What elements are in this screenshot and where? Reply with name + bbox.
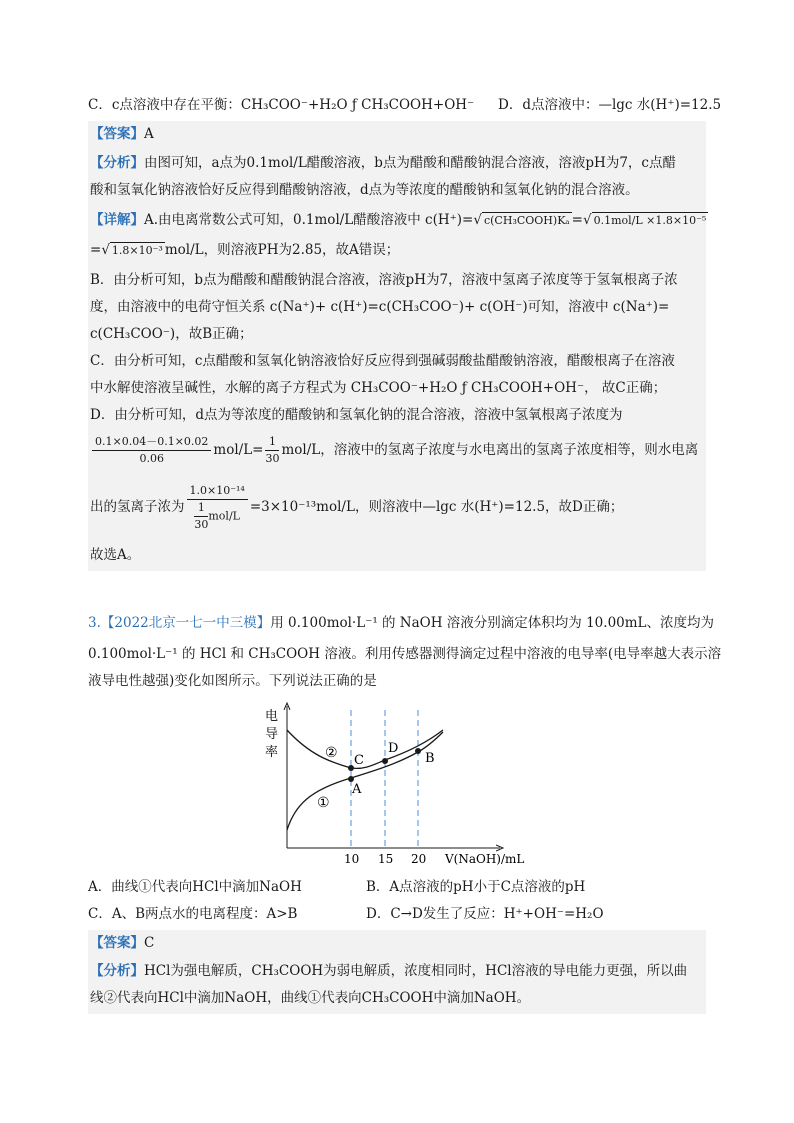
fraction-h-den-unit: mol/L (208, 509, 240, 522)
fraction-h (187, 483, 248, 533)
curve-2-label: ② (325, 745, 338, 761)
ylabel-char-3: 率 (265, 745, 279, 760)
fraction-oh (92, 434, 211, 467)
tick-20: 20 (411, 852, 427, 866)
detail-a2-pre: = (90, 242, 102, 258)
analysis-text-1: 由图可知，a点为0.1mol/L醋酸溶液，b点为醋酸和醋酸钠混合溶液，溶液pH为7，c点醋 (144, 155, 676, 171)
detail-a2-post: mol/L，则溶液PH为2.85，故A错误； (164, 242, 400, 258)
fraction-h-den (187, 500, 248, 533)
answer-3-line (90, 933, 154, 953)
question-source: 【2022北京一七一中三模】 (100, 615, 271, 631)
tick-10: 10 (344, 852, 360, 866)
answer-3-value: C (144, 935, 155, 951)
detail-d3 (90, 482, 623, 533)
analysis-line-2: 酸和氢氧化钠溶液恰好反应得到醋酸钠溶液，d点为等浓度的醋酸钠和氢氧化钠的混合溶液。 (90, 182, 639, 198)
x-axis-label: V(NaOH)/mL (445, 852, 525, 866)
point-c-label: C (354, 753, 364, 768)
detail-a-mid: = (571, 212, 583, 228)
fraction-1-30-num: 1 (265, 434, 279, 451)
detail-d3-post: =3×10⁻¹³mol/L，则溶液中—lgc 水(H⁺)=12.5，故D正确； (249, 499, 624, 515)
question-3-line-2: 0.100mol·L⁻¹ 的 HCl 和 CH₃COOH 溶液。利用传感器测得滴定过程中溶液的电导率(电导率越大表示溶 (88, 646, 722, 662)
fraction-oh-den: 0.06 (139, 452, 164, 465)
question-number: 3. (88, 615, 101, 631)
detail-d2-mid: mol/L= (213, 442, 264, 458)
answer-3-analysis-2: 线②代表向HCl中滴加NaOH，曲线①代表向CH₃COOH中滴加NaOH。 (90, 990, 531, 1006)
detail-line-a: 【详解】A.由电离常数公式可知，0.1mol/L醋酸溶液中 c(H⁺)=√ c(CH₃COOH)Kₐ =√ 0.1mol/L ×1.8×10⁻⁵ (90, 212, 707, 228)
option-d: D．C→D发生了反应：H⁺+OH⁻=H₂O (366, 906, 604, 922)
point-d (382, 758, 388, 764)
conductivity-chart (255, 700, 545, 870)
detail-d2 (90, 433, 698, 467)
detail-a2-sqrt: 1.8×10⁻³ (111, 244, 163, 257)
curve-1 (287, 732, 443, 830)
detail-a-sqrt1: c(CH₃COOH)Kₐ (483, 214, 570, 227)
question-text-1: 用 0.100mol·L⁻¹ 的 NaOH 溶液分别滴定体积均为 10.00mL、浓度均为 (270, 615, 715, 631)
answer-3-analysis-tag: 【分析】 (90, 963, 144, 979)
detail-b2: 度，由溶液中的电荷守恒关系 c(Na⁺)+ c(H⁺)=c(CH₃COO⁻)+ c(OH⁻)可知，溶液中 c(Na⁺)= (90, 299, 670, 315)
option-c: C．A、B两点水的电离程度：A>B (88, 906, 298, 922)
detail-d2-post: mol/L，溶液中的氢离子浓度与水电离出的氢离子浓度相等，则水电离 (281, 442, 699, 458)
question-3-line-3: 液导电性越强)变化如图所示。下列说法正确的是 (88, 673, 377, 689)
analysis-tag: 【分析】 (90, 155, 144, 171)
conclusion-1: 故选A。 (90, 547, 141, 563)
fraction-h-den-num: 1 (194, 500, 208, 517)
fraction-h-num: 1.0×10⁻¹⁴ (187, 483, 248, 500)
detail-d1: D．由分析可知，d点为等浓度的醋酸钠和氢氧化钠的混合溶液，溶液中氢氧根离子浓度为 (90, 407, 623, 423)
option-d-prev: D．d点溶液中：—lgc 水(H⁺)=12.5 (498, 97, 722, 113)
answer-3-analysis-text-1: HCl为强电解质，CH₃COOH为弱电解质，浓度相同时，HCl溶液的导电能力更强，所以曲 (144, 963, 688, 979)
detail-d3-pre: 出的氢离子浓为 (90, 499, 185, 515)
fraction-oh-num: 0.1×0.04－0.1×0.02 (92, 434, 211, 451)
ylabel-char-1: 电 (265, 709, 279, 724)
detail-a-pre: A.由电离常数公式可知，0.1mol/L醋酸溶液中 c(H⁺)= (144, 212, 474, 228)
detail-c2: 中水解使溶液呈碱性，水解的离子方程式为 CH₃COO⁻+H₂O ƒ CH₃COOH+OH⁻， 故C正确； (90, 380, 667, 396)
answer-3-analysis-1 (90, 961, 687, 981)
curve-1-label: ① (317, 795, 330, 811)
detail-b1: B．由分析可知，b点为醋酸和醋酸钠混合溶液，溶液pH为7，溶液中氢离子浓度等于氢氧根离子浓 (90, 272, 678, 288)
fraction-1-30-den: 30 (265, 452, 280, 465)
point-b-label: B (425, 751, 435, 766)
answer-line-1 (90, 124, 154, 144)
option-b: B．A点溶液的pH小于C点溶液的pH (366, 879, 586, 895)
detail-c1: C．由分析可知，c点醋酸和氢氧化钠溶液恰好反应得到强碱弱酸盐醋酸钠溶液，醋酸根离子在溶液 (90, 353, 675, 369)
detail-b3: c(CH₃COO⁻)，故B正确； (90, 326, 253, 342)
point-a-label: A (352, 782, 362, 797)
point-d-label: D (388, 741, 399, 756)
point-b (415, 748, 421, 754)
option-c-prev: C．c点溶液中存在平衡：CH₃COO⁻+H₂O ƒ CH₃COOH+OH⁻ (88, 97, 475, 113)
answer-3-tag: 【答案】 (90, 935, 144, 951)
detail-a-sqrt2: 0.1mol/L ×1.8×10⁻⁵ (593, 214, 707, 227)
ylabel-char-2: 导 (265, 727, 279, 742)
fraction-h-den-den: 30 (194, 517, 209, 531)
detail-tag: 【详解】 (90, 212, 144, 228)
question-3-line-1 (88, 613, 714, 633)
tick-15: 15 (378, 852, 394, 866)
fraction-1-30 (265, 434, 279, 467)
answer-value: A (144, 126, 154, 142)
option-a: A．曲线①代表向HCl中滴加NaOH (88, 879, 302, 895)
detail-line-a2: =√ 1.8×10⁻³ mol/L，则溶液PH为2.85，故A错误； (90, 242, 400, 258)
analysis-line-1 (90, 153, 676, 173)
answer-tag: 【答案】 (90, 126, 144, 142)
